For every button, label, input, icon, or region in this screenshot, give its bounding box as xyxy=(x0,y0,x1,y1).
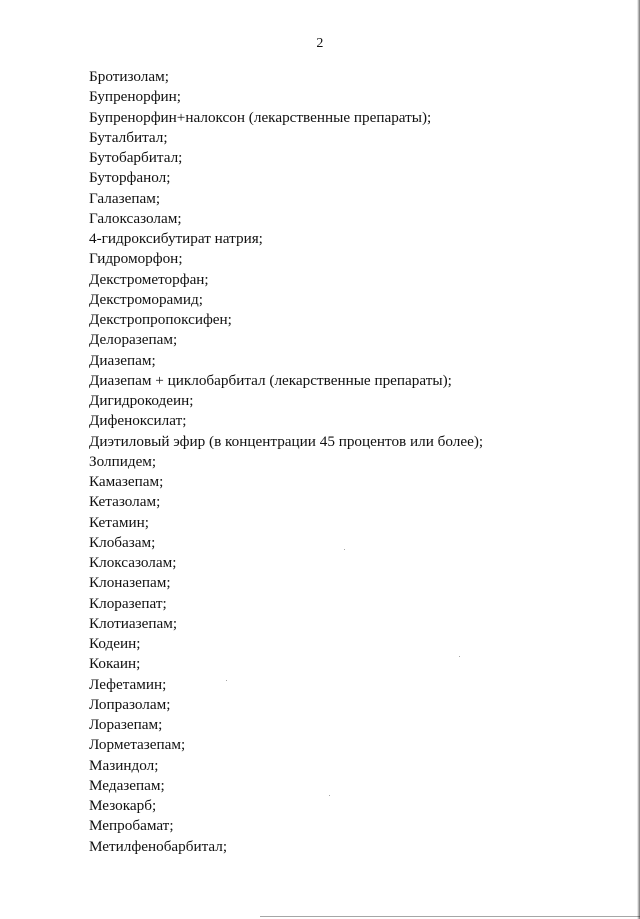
list-item: Клобазам; xyxy=(89,533,156,551)
list-item: Лефетамин; xyxy=(89,675,167,693)
list-item: Кодеин; xyxy=(89,635,141,652)
list-item: Кетазолам; xyxy=(89,493,161,511)
list-item: Диэтиловый эфир (в концентрации 45 процентов или более); xyxy=(89,432,484,450)
list-item: Диазепам; xyxy=(89,351,156,369)
list-item: Буталбитал; xyxy=(89,128,168,146)
list-item: Дигидрокодеин; xyxy=(89,392,194,409)
list-item: Декстроморамид; xyxy=(89,290,203,308)
list-item: Кокаин; xyxy=(89,655,141,673)
list-item: Клотиазепам; xyxy=(89,614,178,632)
list-item: Дифеноксилат; xyxy=(89,412,187,430)
list-item: Золпидем; xyxy=(89,452,157,470)
list-item: Клоксазолам; xyxy=(89,554,177,571)
list-item: Мезокарб; xyxy=(89,797,157,814)
scan-speck xyxy=(459,656,460,657)
list-item: Мепробамат; xyxy=(89,817,174,835)
list-item: Медазепам; xyxy=(89,776,165,794)
list-item: Декстрометорфан; xyxy=(89,270,209,288)
page-number: 2 xyxy=(316,36,324,51)
list-item: Лоразепам; xyxy=(89,716,163,733)
list-item: Галазепам; xyxy=(89,189,161,207)
scan-speck xyxy=(329,795,330,796)
list-item: Лорметазепам; xyxy=(89,736,186,754)
list-item: Метилфенобарбитал; xyxy=(89,837,228,855)
list-item: Бутобарбитал; xyxy=(89,149,183,166)
list-item: Бупренорфин; xyxy=(89,88,182,106)
list-item: 4-гидроксибутират натрия; xyxy=(89,230,263,247)
list-item: Гидроморфон; xyxy=(89,250,183,268)
list-item: Лопразолам; xyxy=(89,695,171,713)
list-item: Кетамин; xyxy=(89,513,149,531)
list-item: Галоксазолам; xyxy=(89,209,182,227)
list-item: Клоразепат; xyxy=(89,594,167,612)
scan-speck xyxy=(226,680,227,681)
list-item: Диазепам + циклобарбитал (лекарственные препараты); xyxy=(89,371,452,389)
list-item: Мазиндол; xyxy=(89,756,159,774)
substance-list xyxy=(89,67,483,857)
list-item: Бупренорфин+налоксон (лекарственные препараты); xyxy=(89,108,432,126)
scan-edge-bottom xyxy=(260,916,640,917)
list-item: Делоразепам; xyxy=(89,331,178,349)
list-item: Буторфанол; xyxy=(89,169,171,187)
list-item: Декстропропоксифен; xyxy=(89,311,232,328)
list-item: Бротизолам; xyxy=(89,68,169,85)
list-item: Камазепам; xyxy=(89,473,164,490)
scan-speck xyxy=(344,549,345,550)
list-item: Клоназепам; xyxy=(89,574,171,592)
